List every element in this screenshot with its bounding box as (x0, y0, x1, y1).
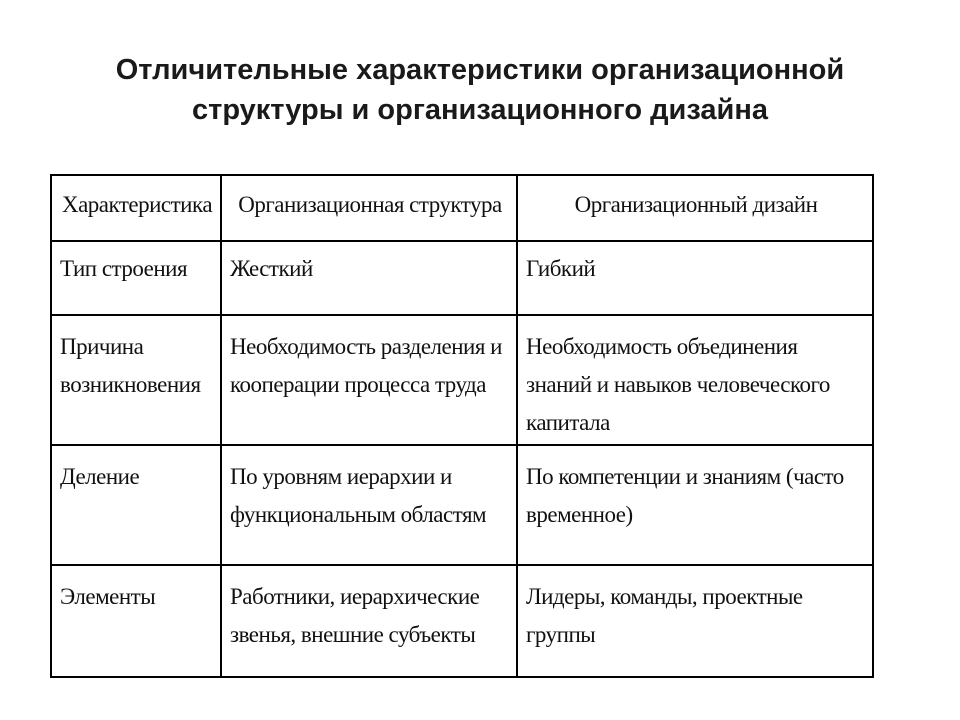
row-design-cell: Гибкий (517, 241, 873, 315)
row-characteristic-cell: Тип строения (51, 241, 221, 315)
table-row (51, 565, 873, 677)
slide-title-line-2: структуры и организационного дизайна (192, 94, 768, 126)
header-org-design: Организационный дизайн (517, 175, 873, 241)
row-design-cell: По компетенции и знаниям (часто временное) (517, 445, 873, 565)
table-row (51, 241, 873, 315)
comparison-table (50, 174, 874, 678)
slide-title (40, 50, 920, 130)
table-row (51, 315, 873, 445)
row-design-cell: Необходимость объединения знаний и навыков человеческого капитала (517, 315, 873, 445)
header-characteristic: Характеристика (51, 175, 221, 241)
row-design-cell: Лидеры, команды, проектные группы (517, 565, 873, 677)
row-structure-cell: Работники, иерархические звенья, внешние субъекты (221, 565, 517, 677)
slide-title-line-1: Отличительные характеристики организационной (115, 54, 845, 86)
row-structure-cell: Жесткий (221, 241, 517, 315)
row-characteristic-cell: Элементы (51, 565, 221, 677)
comparison-table-container (50, 174, 872, 678)
row-characteristic-cell: Причина возникновения (51, 315, 221, 445)
table-header-row (51, 175, 873, 241)
row-characteristic-cell: Деление (51, 445, 221, 565)
header-org-structure: Организационная структура (221, 175, 517, 241)
row-structure-cell: По уровням иерархии и функциональным областям (221, 445, 517, 565)
table-row (51, 445, 873, 565)
row-structure-cell: Необходимость разделения и кооперации процесса труда (221, 315, 517, 445)
